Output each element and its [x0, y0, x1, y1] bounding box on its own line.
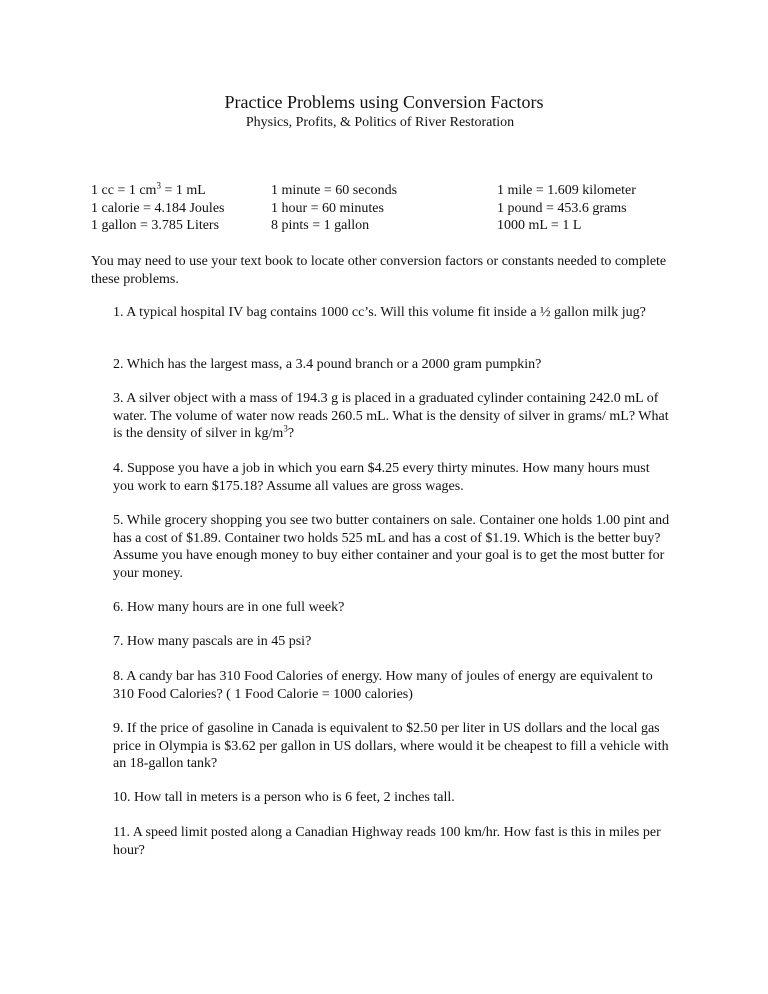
problem-1: 1. A typical hospital IV bag contains 1000 cc’s. Will this volume fit inside a ½ gallon milk jug?	[113, 305, 646, 320]
problem-10: 10. How tall in meters is a person who is 6 feet, 2 inches tall.	[113, 790, 455, 805]
conversion-item: 1000 mL = 1 L	[497, 218, 582, 233]
conversion-item: 8 pints = 1 gallon	[271, 218, 370, 233]
problem-8: 8. A candy bar has 310 Food Calories of energy. How many of joules of energy are equivalent to 310 Food Calories? ( 1 Food Calorie = 1000 calories)	[113, 669, 653, 702]
problem-9: 9. If the price of gasoline in Canada is equivalent to $2.50 per liter in US dollars and the local gas price in Olympia is $3.62 per gallon in US dollars, where would it be cheapest to fill a vehicle with an 18-gallon tank?	[113, 721, 669, 771]
conversion-item: 1 pound = 453.6 grams	[497, 200, 627, 216]
problem-2: 2. Which has the largest mass, a 3.4 pound branch or a 2000 gram pumpkin?	[113, 357, 542, 372]
page-title: Practice Problems using Conversion Factors	[224, 92, 544, 112]
instructions-paragraph: You may need to use your text book to locate other conversion factors or constants needed to complete these problems.	[91, 254, 667, 287]
problem-11: 11. A speed limit posted along a Canadian Highway reads 100 km/hr. How fast is this in miles per hour?	[113, 825, 661, 858]
problem-6: 6. How many hours are in one full week?	[113, 600, 345, 615]
problem-3: 3. A silver object with a mass of 194.3 g is placed in a graduated cylinder containing 242.0 mL of water. The volume of water now reads 260.5 mL. What is the density of silver in grams/ mL? What is the density of silver in $kg/m^3$?	[113, 391, 669, 441]
conversion-item: 1 hour = 60 minutes	[271, 200, 384, 216]
conversion-item: 1 gallon = 3.785 Liters	[91, 218, 220, 233]
problem-4: 4. Suppose you have a job in which you earn $4.25 every thirty minutes. How many hours must you work to earn $175.18? Assume all values are gross wages.	[113, 461, 650, 494]
conversion-column-2	[271, 182, 397, 235]
conversion-item: 1 minute = 60 seconds	[271, 183, 398, 198]
conversion-item: 1 calorie = 4.184 Joules	[91, 200, 225, 216]
conversion-item: 1 mile = 1.609 kilometer	[497, 183, 636, 198]
problem-5: 5. While grocery shopping you see two butter containers on sale. Container one holds 1.00 pint and has a cost of $1.89. Container two holds 525 mL and has a cost of $1.19. Which is the better buy? Assume you have enough money to buy either container and your goal is to get the most butter for your money.	[113, 513, 670, 581]
conversion-item: 1 cc = 1 $cm^3 = 1$ mL	[91, 180, 206, 198]
conversion-column-3	[497, 182, 636, 235]
conversion-column-1	[91, 182, 224, 235]
page-subtitle: Physics, Profits, & Politics of River Restoration	[245, 115, 515, 130]
problem-7: 7. How many pascals are in 45 psi?	[113, 634, 312, 649]
